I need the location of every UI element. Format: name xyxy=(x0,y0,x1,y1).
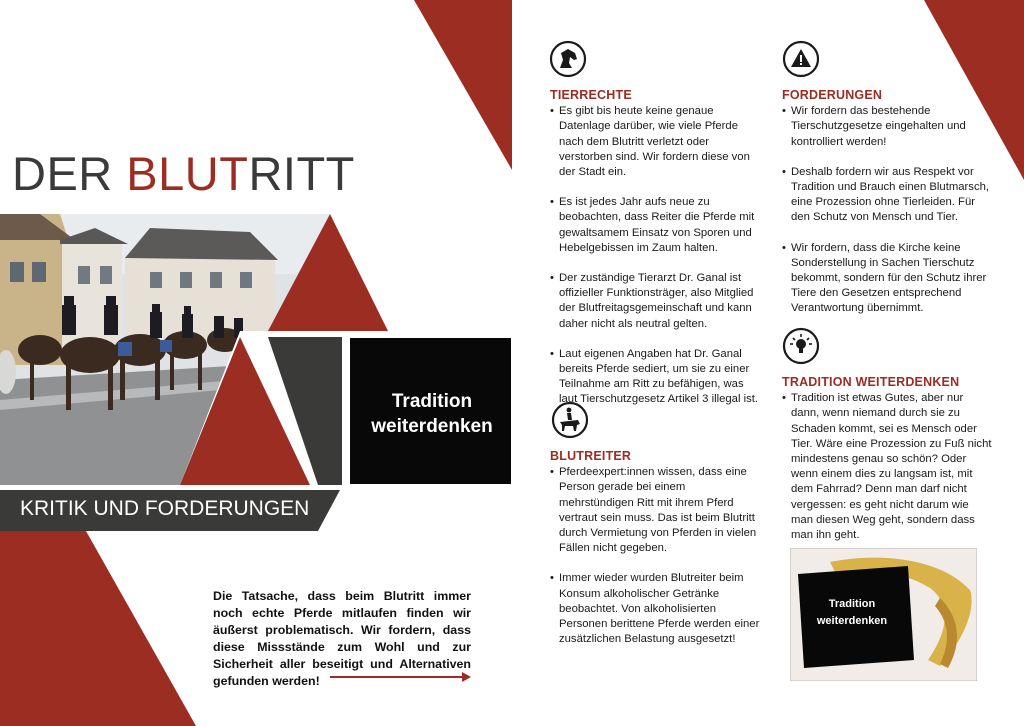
title-part-1: DER xyxy=(12,147,127,200)
blutreiter-item: • Pferdeexpert:innen wissen, dass eine Person gerade bei einem mehrstündigen Ritt mit ihrem Pferd vertraut sein muss. Das ist beim Blutritt durch Vermietung von Pferden in vielen Fällen nicht gegeben. xyxy=(550,465,760,556)
tierrechte-item: • Es ist jedes Jahr aufs neue zu beobachten, dass Reiter die Pferde mit gewaltsamem Einsatz von Sporen und Hebelgebissen im Zaum halten. xyxy=(550,195,760,256)
intro-paragraph: Die Tatsache, dass beim Blutritt immer noch echte Pferde mitlaufen finden wir äußerst problematisch. Wir fordern, dass diese Missstände zum Wohl und zur Sicherheit aller beseitigt und Alternativen gefunden werden! xyxy=(213,589,471,688)
tierrechte-item: • Laut eigenen Angaben hat Dr. Ganal bereits Pferde sediert, um sie zu einer Teilnahme am Ritt zu befähigen, was laut Tierschutzgesetz Artikel 3 illegal ist. xyxy=(550,347,760,408)
banana-photo-text xyxy=(800,596,904,630)
title-part-2: BLUT xyxy=(126,147,249,200)
tierrechte-item: • Der zuständige Tierarzt Dr. Ganal ist offizieller Funktionsträger, also Mitglied der Blutfreitagsgemeinschaft und kann daher nicht als neutral gelten. xyxy=(550,271,760,332)
banner-text: KRITIK UND FORDERUNGEN xyxy=(20,497,310,520)
tierrechte-heading: TIERRECHTE xyxy=(550,88,632,102)
section-tradition xyxy=(782,375,992,558)
forderungen-item: • Deshalb fordern wir aus Respekt vor Tradition und Brauch einen Blutmarsch, eine Prozession ohne Tierleiden. Für den Schutz von Mensch und Tier. xyxy=(782,165,992,226)
tradition-item: • Tradition ist etwas Gutes, aber nur dann, wenn niemand durch sie zu Schaden kommt, sei es Mensch oder Tier. Wäre eine Prozession zu Fuß nicht mindestens genau so schön? Oder wenn einem dies zu langsam ist, mit dem Fahrrad? Denn man darf nicht vergessen: es geht nicht darum wie man diesen Weg geht, sondern dass man ihn geht. xyxy=(782,391,992,543)
bottom-left-red-shape xyxy=(0,531,196,726)
overlay-line-2: weiterdenken xyxy=(371,416,493,437)
forderungen-item: • Wir fordern, dass die Kirche keine Sonderstellung in Sachen Tierschutz bekommt, sondern für den Schutz ihrer Tiere den Gesetzen entsprechend Verantwortung übernimmt. xyxy=(782,241,992,317)
tradition-overlay-text xyxy=(352,389,512,439)
section-blutreiter xyxy=(550,449,760,662)
horse-rider-icon xyxy=(551,401,589,439)
section-forderungen xyxy=(782,88,992,332)
warning-triangle-icon xyxy=(782,40,820,78)
page-title xyxy=(12,146,355,201)
tradition-heading: TRADITION WEITERDENKEN xyxy=(782,375,960,389)
banana-line-2: weiterdenken xyxy=(816,615,888,627)
forderungen-heading: FORDERUNGEN xyxy=(782,88,883,102)
horse-head-icon xyxy=(549,40,587,78)
banana-line-1: Tradition xyxy=(828,598,876,610)
title-part-3: RITT xyxy=(248,147,355,200)
section-tierrechte xyxy=(550,88,760,423)
tierrechte-item: • Es gibt bis heute keine genaue Datenlage darüber, wie viele Pferde nach dem Blutritt verletzt oder verstorben sind. Wir fordern diese von der Stadt ein. xyxy=(550,104,760,180)
forderungen-item: • Wir fordern das bestehende Tierschutzgesetze eingehalten und kontrolliert werden! xyxy=(782,104,992,150)
overlay-line-1: Tradition xyxy=(391,391,473,412)
blutreiter-heading: BLUTREITER xyxy=(550,449,632,463)
top-center-red-triangle xyxy=(414,0,512,170)
lightbulb-icon xyxy=(782,327,820,365)
blutreiter-item: • Immer wieder wurden Blutreiter beim Konsum alkoholischer Getränke beobachtet. Von alkoholisierten Personen berittene Pferde werden einer zusätzlichen Belastung ausgesetzt! xyxy=(550,571,760,647)
